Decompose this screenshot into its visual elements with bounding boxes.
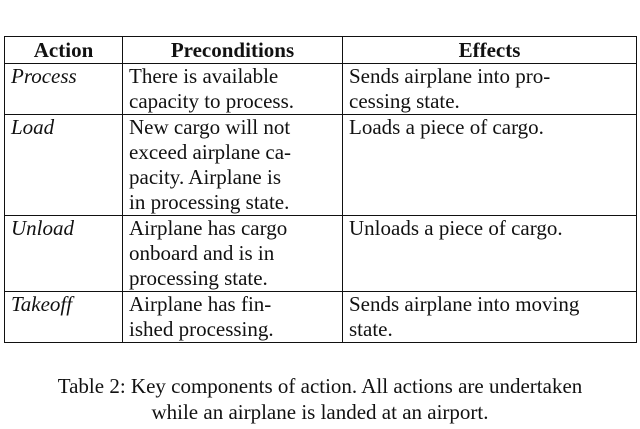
action-name: Load — [5, 115, 123, 216]
text-line: Airplane has cargo — [129, 216, 288, 240]
action-name: Unload — [5, 216, 123, 292]
effects-text — [343, 216, 637, 292]
caption-line: while an airplane is landed at an airport. — [151, 400, 489, 424]
action-name: Takeoff — [5, 292, 123, 343]
table-row-takeoff — [5, 292, 637, 343]
preconditions-text — [123, 64, 343, 115]
action-components-table — [4, 36, 637, 343]
header-action: Action — [5, 37, 123, 64]
table-row-unload — [5, 216, 637, 292]
effects-text — [343, 292, 637, 343]
text-line: capacity to process. — [129, 89, 295, 113]
text-line: ished processing. — [129, 317, 274, 341]
text-line: onboard and is in — [129, 241, 275, 265]
text-line: exceed airplane ca- — [129, 140, 292, 164]
text-line: Sends airplane into pro- — [349, 64, 551, 88]
clipped-previous-text-line — [0, 0, 640, 12]
effects-text — [343, 64, 637, 115]
text-line: Loads a piece of cargo. — [349, 115, 544, 139]
header-preconditions: Preconditions — [123, 37, 343, 64]
text-line: state. — [349, 317, 393, 341]
table-caption — [0, 373, 640, 425]
table-row-process — [5, 64, 637, 115]
text-line: pacity. Airplane is — [129, 165, 282, 189]
action-name: Process — [5, 64, 123, 115]
preconditions-text — [123, 115, 343, 216]
table-row-load — [5, 115, 637, 216]
preconditions-text — [123, 216, 343, 292]
text-line: in processing state. — [129, 190, 290, 214]
text-line: New cargo will not — [129, 115, 291, 139]
text-line: Sends airplane into moving — [349, 292, 580, 316]
preconditions-text — [123, 292, 343, 343]
text-line: cessing state. — [349, 89, 460, 113]
text-line: There is available — [129, 64, 279, 88]
text-line: Airplane has fin- — [129, 292, 272, 316]
header-effects: Effects — [343, 37, 637, 64]
table-header-row — [5, 37, 637, 64]
text-line: Unloads a piece of cargo. — [349, 216, 563, 240]
caption-line: Table 2: Key components of action. All actions are undertaken — [57, 374, 583, 398]
effects-text — [343, 115, 637, 216]
text-line: processing state. — [129, 266, 268, 290]
